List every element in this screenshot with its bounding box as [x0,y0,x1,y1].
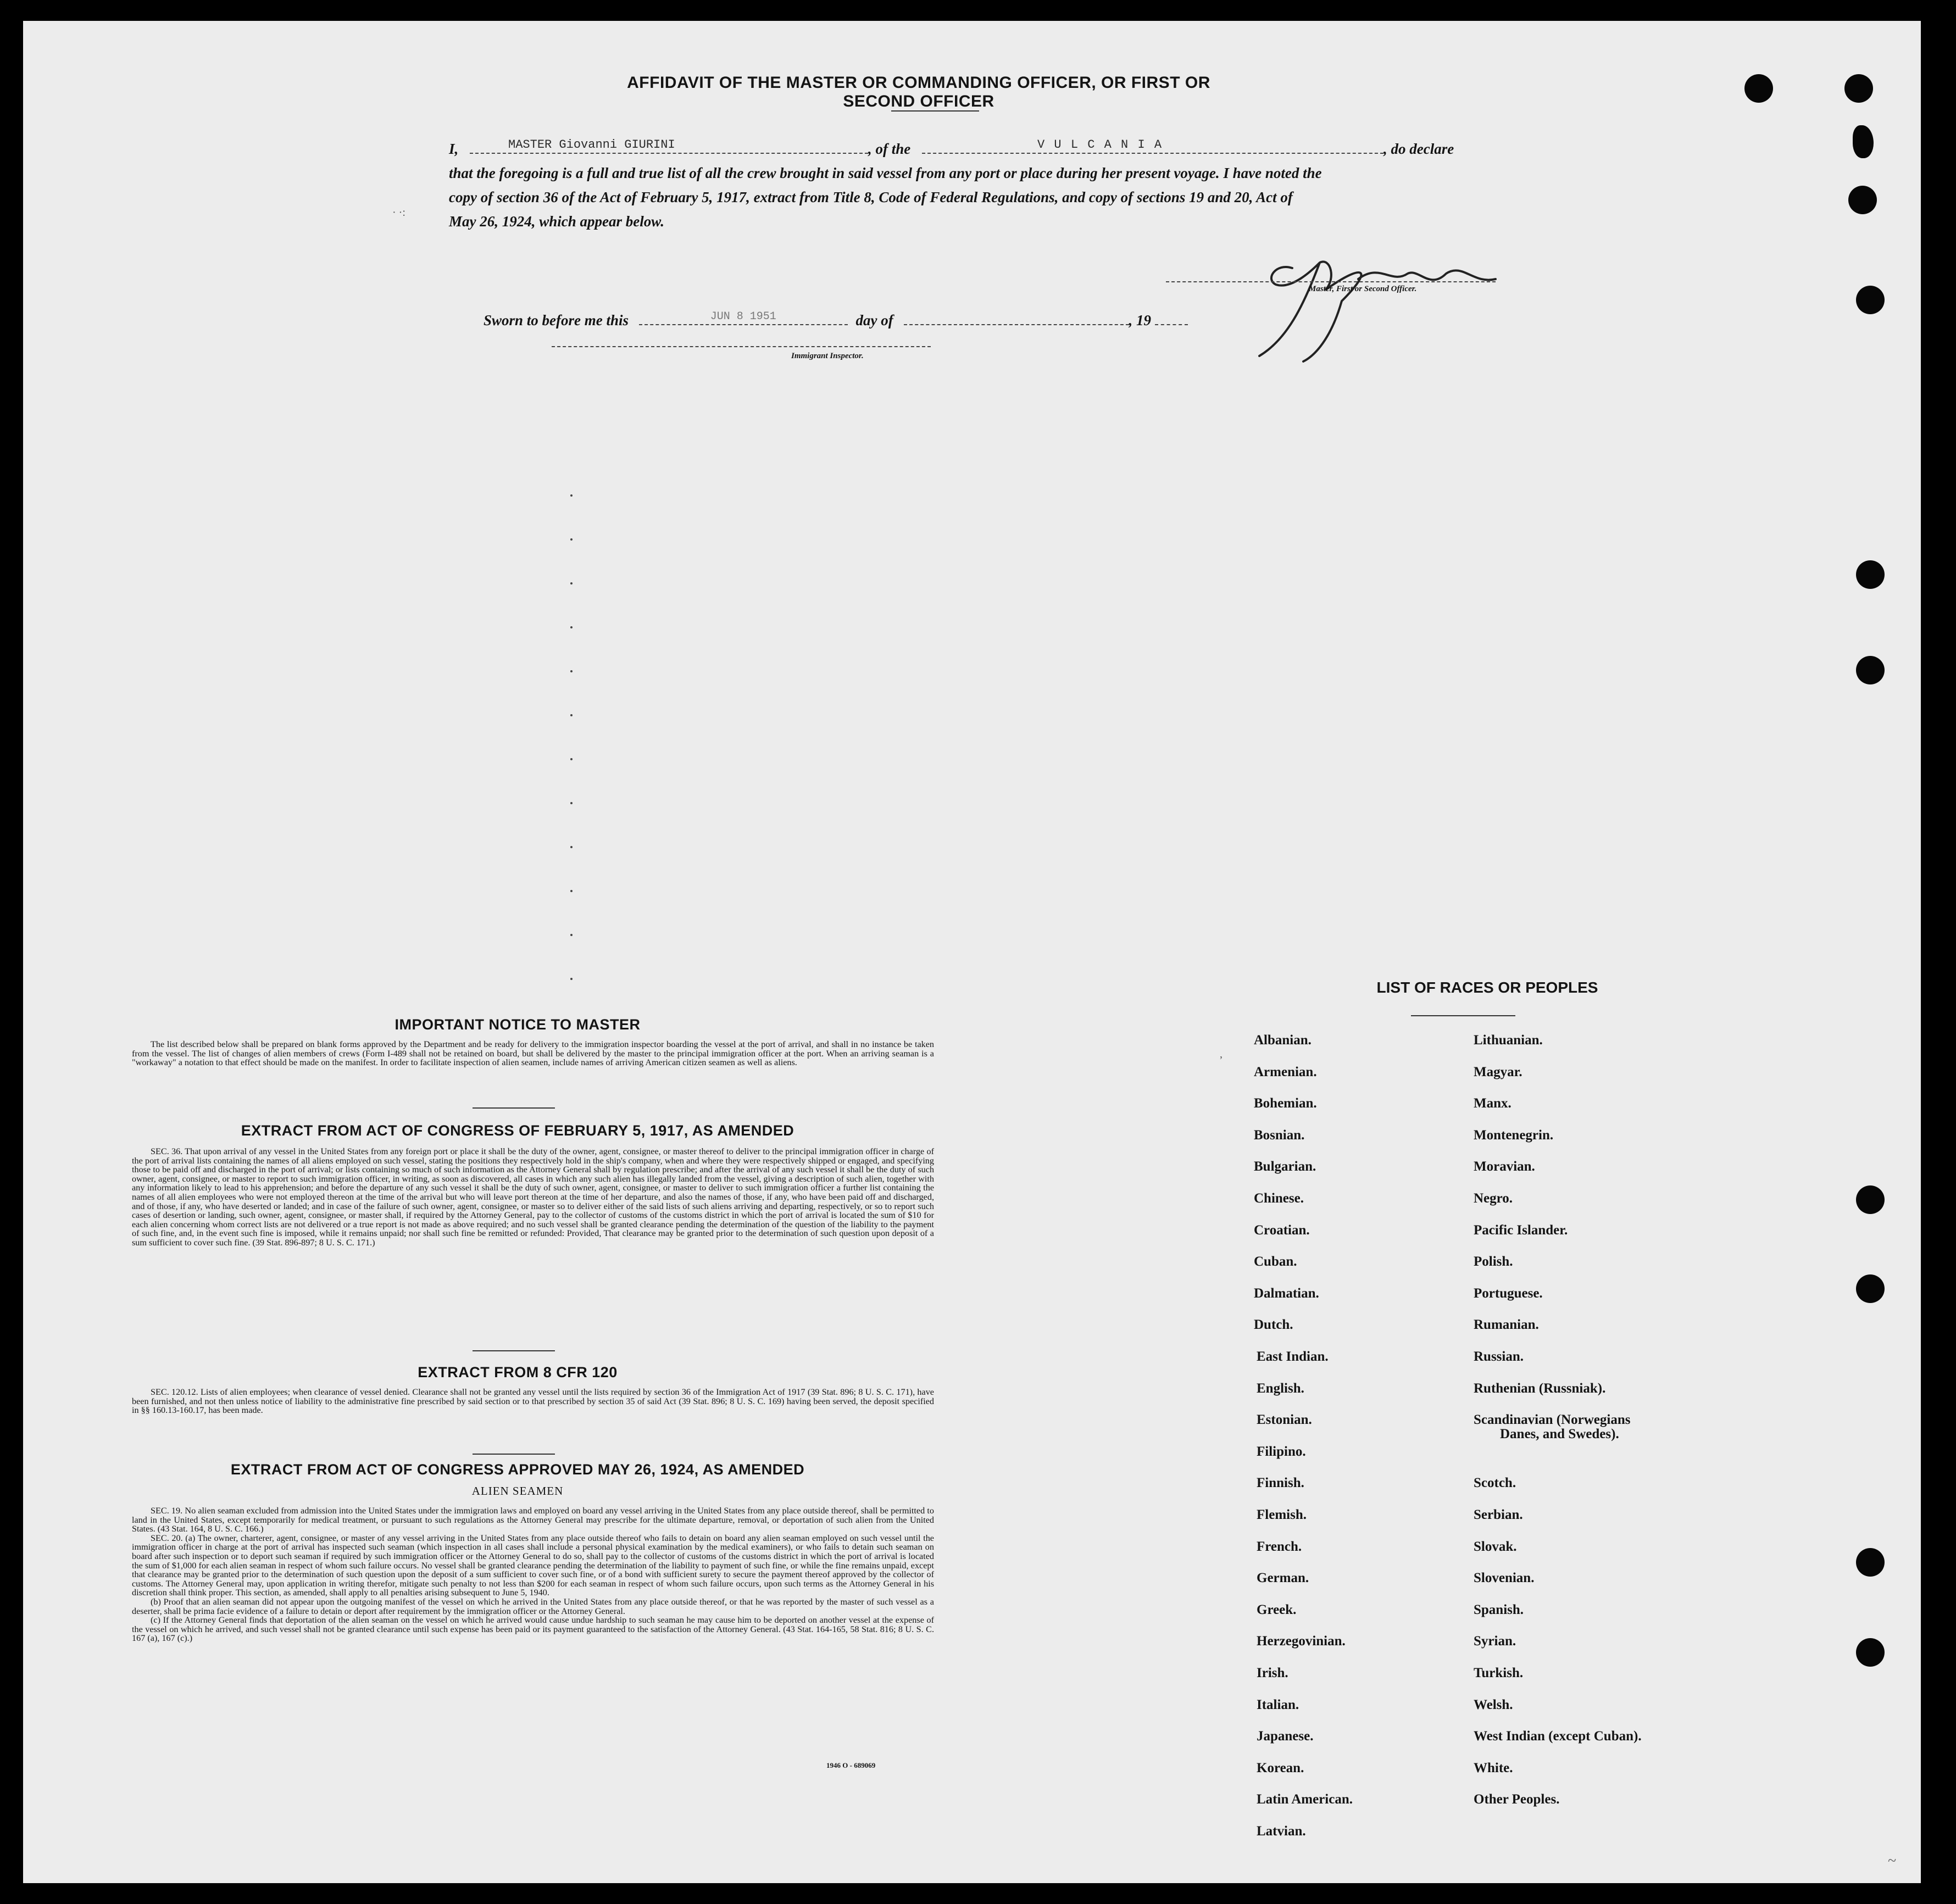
affidavit-line-4: May 26, 1924, which appear below. [449,213,665,230]
race-item: Finnish. [1257,1476,1304,1490]
race-item: French. [1257,1539,1302,1554]
punch-hole [1856,656,1885,684]
year-blank [1155,312,1188,325]
section-rule [473,1107,555,1109]
punch-hole [1844,74,1873,103]
of-the-label: , of the [868,141,911,157]
race-item: Chinese. [1254,1191,1304,1206]
section-36-paragraph: SEC. 36. That upon arrival of any vessel in the United States from any foreign port or place it shall be the duty of the owner, agent, consignee, or master thereof to deliver to the principal immigration officer in charge of the port of arrival lists containing the names of all aliens employed on such vessel, stating the positions they respectively hold in the ship's company, when and where they were respectively shipped or engaged, and specifying those to be paid off and discharged in the port of arrival; or lists containing so much of such information as the Attorney General shall by regulation prescribe; and after the arrival of any such vessel it shall be the duty of such owner, agent, consignee, or master to report to such immigration officer, in writing, as soon as discovered, all cases in which any such alien has illegally landed from the vessel, giving a description of such alien, together with any information likely to lead to his apprehension; and before the departure of any such vessel it shall be the duty of such owner, agent, consignee, or master to deliver to such immigration officer a further list containing the names of all alien employees who were not employed thereon at the time of the arrival but who will leave port thereon at the time of her departure, and also the names of those, if any, who have been paid off and discharged, and of those, if any, who have deserted or landed; and in case of the failure of such owner, agent, consignee, or master so to deliver either of the said lists of such aliens arriving and departing, respectively, or so to report such cases of desertion or landing, such owner, agent, consignee, or master shall, if required by the Attorney General, pay to the collector of customs of the customs district in which the port of arrival is located the sum of $10 for each alien concerning whom correct lists are not delivered or a true report is not made as above required; and no such vessel shall be granted clearance pending the determination of the question of the liability to the payment of such fine, and, in the event such fine is imposed, while it remains unpaid; nor shall such fine be remitted or refunded: Provided, That clearance may be granted prior to the determination of such question upon deposit of a sum sufficient to cover such fine. (39 Stat. 896-897; 8 U. S. C. 171.) [132,1146,934,1248]
edge-mark: ~ [1888,1852,1897,1869]
notice-paragraph: The list described below shall be prepared on blank forms approved by the Department and be ready for delivery to the immigration inspector boarding the vessel at the port of arrival, and shall in no instance be taken from the vessel. The list of changes of alien members of crews (Form I-489 shall not be retained on board, but shall be delivered by the master to the principal immigration officer at the port. When an arriving seaman is a "workaway" a notation to that effect should be made on the manifest. In order to facilitate inspection of alien seamen, include names of arriving American citizen seamen as well as aliens. [132,1039,934,1068]
race-item: Russian. [1474,1349,1524,1364]
race-item: Scotch. [1474,1476,1516,1490]
race-item: Bulgarian. [1254,1159,1316,1174]
punch-hole [1856,1548,1885,1577]
affidavit-prefix: I, [449,141,459,157]
inspector-line [552,346,931,347]
guide-dot [570,846,573,848]
section-20c-paragraph: (c) If the Attorney General finds that deportation of the alien seaman on the vessel on which he arrived would cause undue hardship to such seaman he may cause him to be deported on another vessel at the expense of the vessel on which he arrived, and such vessel shall not be granted clearance until such expense has been paid or its payment guaranteed to the satisfaction of the Attorney General. (43 Stat. 164-165, 58 Stat. 816; 8 U. S. C. 167 (a), 167 (c).) [132,1615,934,1644]
race-item: Irish. [1257,1666,1288,1680]
master-name-fill: MASTER Giovanni GIURINI [508,138,675,152]
race-item: Lithuanian. [1474,1033,1543,1048]
signature-line [1166,281,1496,282]
form-page [23,21,1921,1883]
section-rule [473,1350,555,1351]
affidavit-line-1 [449,138,1493,158]
race-item: Bosnian. [1254,1128,1305,1143]
guide-dot [570,758,573,760]
notice-title: IMPORTANT NOTICE TO MASTER [394,1016,641,1033]
inspector-label: Immigrant Inspector. [791,352,864,360]
race-item: Scandinavian (Norwegians [1474,1412,1631,1427]
guide-dot [570,714,573,716]
do-declare-label: , do declare [1383,141,1454,157]
race-item: Korean. [1257,1761,1304,1775]
guide-dot [570,934,573,936]
sworn-date-fill: JUN 8 1951 [710,310,776,323]
race-item: Polish. [1474,1254,1513,1269]
race-item: Herzegovinian. [1257,1634,1346,1649]
race-item: West Indian (except Cuban). [1474,1729,1642,1744]
race-item: Slovak. [1474,1539,1517,1554]
race-item: Magyar. [1474,1065,1522,1079]
guide-dot [570,538,573,541]
edge-mark: , [1220,1048,1222,1060]
punch-hole [1848,186,1877,214]
title-rule [891,110,979,112]
section-19-paragraph: SEC. 19. No alien seaman excluded from admission into the United States under the immigration laws and employed on board any vessel arriving in the United States from any place outside thereof, shall be permitted to land in the United States, except temporarily for medical treatment, or pursuant to such regulations as the Attorney General may prescribe for the ultimate departure, removal, or deportation of such alien from the United States. (43 Stat. 164, 8 U. S. C. 166.) [132,1506,934,1534]
guide-dot [570,670,573,672]
guide-dot [570,802,573,804]
day-of-label: day of [855,312,893,329]
race-item: Filipino. [1257,1444,1306,1459]
extract-1917-title: EXTRACT FROM ACT OF CONGRESS OF FEBRUARY 5, 1917, AS AMENDED [241,1122,794,1139]
guide-dot [570,582,573,584]
race-item: Welsh. [1474,1697,1513,1712]
affidavit-title: AFFIDAVIT OF THE MASTER OR COMMANDING OFFICER, OR FIRST OR SECOND OFFICER [627,74,1210,110]
race-item: Dalmatian. [1254,1286,1319,1301]
month-blank [904,312,1129,325]
race-item: Greek. [1257,1602,1297,1617]
race-item: Serbian. [1474,1507,1523,1522]
race-item: Latin American. [1257,1792,1353,1807]
master-signature [1254,230,1518,367]
extract-1924-title: EXTRACT FROM ACT OF CONGRESS APPROVED MAY 26, 1924, AS AMENDED [230,1461,805,1478]
signature-label: Master, First or Second Officer. [1309,285,1417,293]
guide-dot [570,978,573,980]
race-item: Rumanian. [1474,1317,1539,1332]
punch-hole [1744,74,1773,103]
race-item: Albanian. [1254,1033,1312,1048]
sworn-line [484,312,1527,329]
guide-dot [570,890,573,892]
section-20a-paragraph: SEC. 20. (a) The owner, charterer, agent, consignee, or master of any vessel arriving in the United States from any place outside thereof who fails to detain on board any alien seaman employed on such vessel until the immigration officer in charge at the port of arrival has inspected such seaman (which inspection in all cases shall include a personal physical examination by the medical examiners), or who fails to detain such seaman on board after such inspection or to deport such seaman if required by such immigration officer or the Attorney General to do so, shall pay to the collector of customs of the customs district in which the port of arrival is located the sum of $1,000 for each alien seaman in respect of whom such failure occurs. No vessel shall be granted clearance pending the determination of the liability to payment of such fine, or while the fine remains unpaid, except that clearance may be granted prior to the determination of such question upon the deposit of a sum sufficient to cover such fine, or of a bond with sufficient surety to secure the payment thereof approved by the collector of customs. The Attorney General may, upon application in writing therefor, mitigate such penalty to not less than $200 for each seaman in respect of whom such failure occurs, upon such terms as the Attorney General in his discretion shall think proper. This section, as amended, shall apply to all penalties arising subsequent to June 5, 1940. [132,1533,934,1598]
extract-1917-text [132,1147,934,1248]
race-item: Montenegrin. [1474,1128,1554,1143]
guide-dot [570,626,573,628]
affidavit-line-2: that the foregoing is a full and true list of all the crew brought in said vessel from any port or place during her present voyage. I have noted the [449,165,1322,181]
extract-1924-text [132,1506,934,1643]
race-item: Pacific Islander. [1474,1223,1568,1238]
scan-mark: · ·: [392,207,405,219]
punch-hole [1853,125,1874,158]
race-item: East Indian. [1257,1349,1329,1364]
race-item: Syrian. [1474,1634,1516,1649]
race-item: German. [1257,1571,1309,1585]
race-item: Japanese. [1257,1729,1314,1744]
race-item: Ruthenian (Russniak). [1474,1381,1606,1396]
race-item: Slovenian. [1474,1571,1535,1585]
section-rule [473,1454,555,1455]
print-code: 1946 O - 689069 [826,1761,876,1769]
punch-hole [1856,286,1885,314]
race-item: Manx. [1474,1096,1512,1111]
race-item: Croatian. [1254,1223,1310,1238]
races-title: LIST OF RACES OR PEOPLES [1376,979,1598,996]
vessel-blank [922,138,1383,154]
extract-1924-subtitle: ALIEN SEAMEN [471,1484,564,1497]
punch-hole [1856,1185,1885,1214]
guide-dot [570,494,573,497]
affidavit-line-3: copy of section 36 of the Act of February 5, 1917, extract from Title 8, Code of Federal Regulations, and copy of sections 19 and 20, Act of [449,189,1293,205]
race-item: Moravian. [1474,1159,1535,1174]
race-item: Bohemian. [1254,1096,1317,1111]
race-item: English. [1257,1381,1304,1396]
punch-hole [1856,1274,1885,1303]
races-title-rule [1411,1015,1515,1016]
race-item: Armenian. [1254,1065,1317,1079]
race-item: Flemish. [1257,1507,1307,1522]
race-item: Latvian. [1257,1824,1306,1839]
race-item: Spanish. [1474,1602,1524,1617]
name-blank [470,138,868,154]
race-item: Cuban. [1254,1254,1297,1269]
vessel-name-fill: V U L C A N I A [1037,138,1163,152]
punch-hole [1856,560,1885,589]
notice-text [132,1040,934,1067]
cfr-paragraph: SEC. 120.12. Lists of alien employees; when clearance of vessel denied. Clearance shall not be granted any vessel until the lists required by section 36 of the Immigration Act of 1917 (39 Stat. 896; 8 U. S. C. 171), have been furnished, and not then unless notice of liability to the administrative fine prescribed by said section or to that prescribed by section 35 of said Act (39 Stat. 896; 8 U. S. C. 169) having been served, the deposit specified in §§ 160.13-160.17, has been made. [132,1387,934,1416]
race-item: Turkish. [1474,1666,1524,1680]
race-item: White. [1474,1761,1513,1775]
year-label: , 19 [1129,312,1152,329]
race-item: Portuguese. [1474,1286,1543,1301]
sworn-label: Sworn to before me this [484,312,629,329]
race-item: Negro. [1474,1191,1513,1206]
race-item: Estonian. [1257,1412,1312,1427]
punch-hole [1856,1638,1885,1667]
race-item: Dutch. [1254,1317,1293,1332]
race-item: Danes, and Swedes). [1500,1427,1619,1441]
extract-cfr-title: EXTRACT FROM 8 CFR 120 [418,1364,618,1380]
extract-cfr-text [132,1388,934,1415]
race-item: Other Peoples. [1474,1792,1560,1807]
sworn-date-blank [639,312,848,325]
section-20b-paragraph: (b) Proof that an alien seaman did not appear upon the outgoing manifest of the vessel on which he arrived in the United States from any place outside thereof, or that he was reported by the master of such vessel as a deserter, shall be prima facie evidence of a failure to detain or deport after requirement by the immigration officer or the Attorney General. [132,1596,934,1616]
race-item: Italian. [1257,1697,1299,1712]
